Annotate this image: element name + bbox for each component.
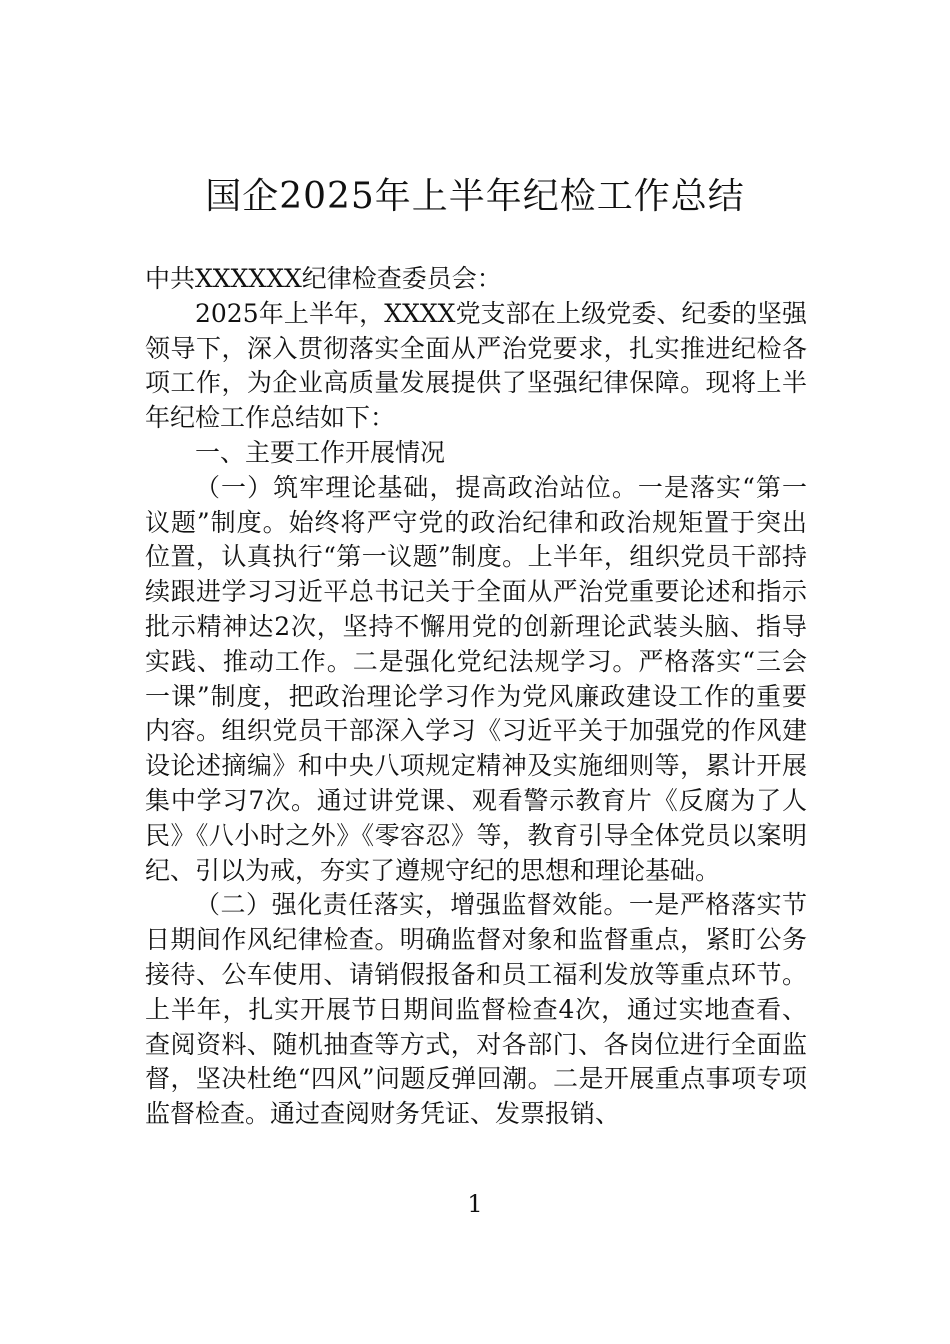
section-heading: 一、主要工作开展情况 xyxy=(195,437,446,467)
salutation: 中共XXXXXX纪律检查委员会： xyxy=(145,264,502,293)
document-body xyxy=(145,262,807,1132)
document-title: 国企2025年上半年纪检工作总结 xyxy=(205,176,745,217)
subsection-paragraph-1: （一）筑牢理论基础，提高政治站位。一是落实“第一议题”制度。始终将严守党的政治纪律和政治规矩置于突出位置，认真执行“第一议题”制度。上半年，组织党员干部持续跟进学习习近平总书记关于全面从严治党重要论述和指示批示精神达2次，坚持不懈用党的创新理论武装头脑、指导实践、推动工作。二是强化党纪法规学习。严格落实“三会一课”制度，把政治理论学习作为党风廉政建设工作的重要内容。组织党员干部深入学习《习近平关于加强党的作风建设论述摘编》和中央八项规定精神及实施细则等，累计开展集中学习7次。通过讲党课、观看警示教育片《反腐为了人民》《八小时之外》《零容忍》等，教育引导全体党员以案明纪、引以为戒，夯实了遵规守纪的思想和理论基础。 xyxy=(145,472,807,885)
subsection-paragraph-2: （二）强化责任落实，增强监督效能。一是严格落实节日期间作风纪律检查。明确监督对象和监督重点，紧盯公务接待、公车使用、请销假报备和员工福利发放等重点环节。上半年，扎实开展节日期间监督检查4次，通过实地查看、查阅资料、随机抽查等方式，对各部门、各岗位进行全面监督，坚决杜绝“四风”问题反弹回潮。二是开展重点事项专项监督检查。通过查阅财务凭证、发票报销、 xyxy=(145,890,807,1129)
page-number: 1 xyxy=(467,1190,483,1218)
intro-paragraph: 2025年上半年，XXXX党支部在上级党委、纪委的坚强领导下，深入贯彻落实全面从严治党要求，扎实推进纪检各项工作，为企业高质量发展提供了坚强纪律保障。现将上半年纪检工作总结如下： xyxy=(145,298,807,433)
